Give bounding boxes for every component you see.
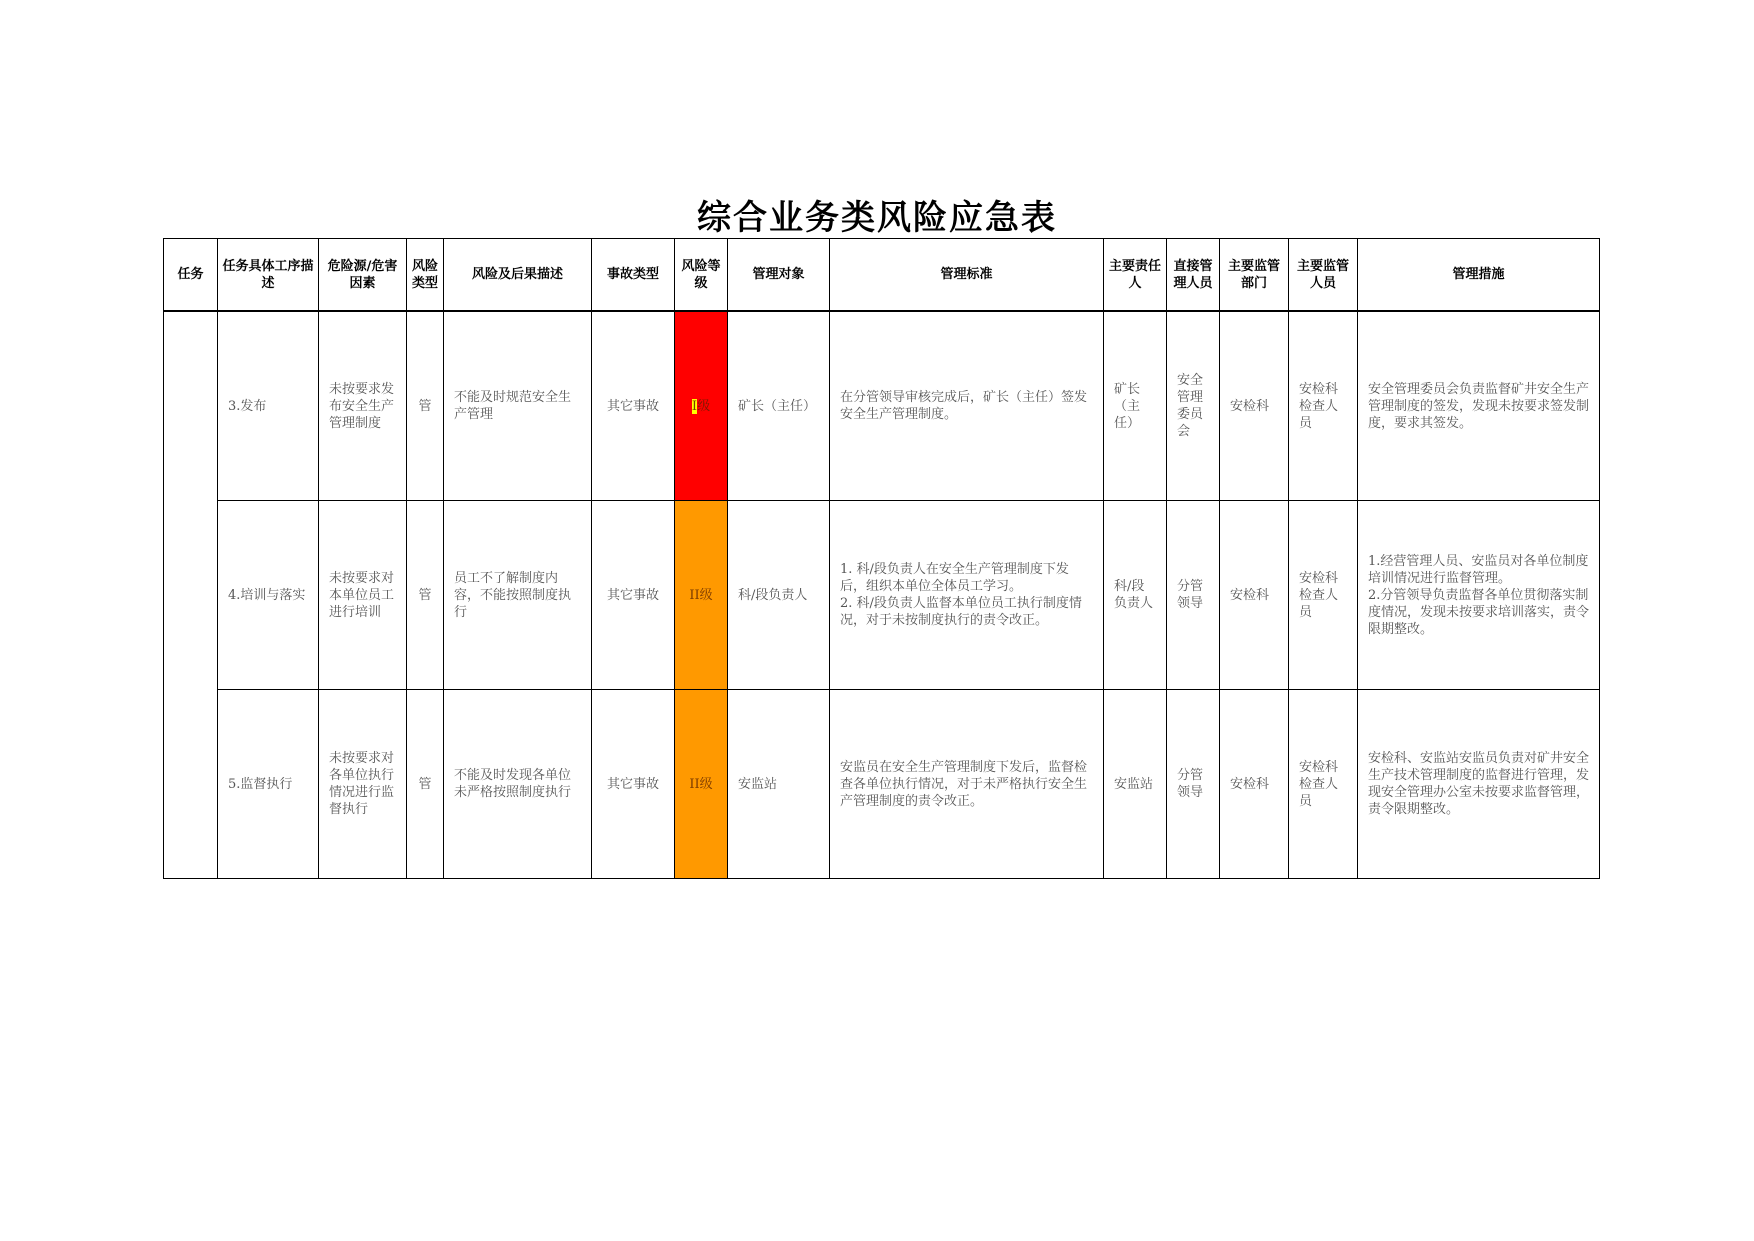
measures-line: 2.分管领导负责监督各单位贯彻落实制度情况，发现未按要求培训落实，责令限期整改。	[1368, 587, 1590, 637]
table-row	[164, 690, 1600, 879]
accident-type-cell: 其它事故	[592, 501, 675, 690]
task-cell	[164, 311, 218, 879]
table-row	[164, 311, 1600, 501]
header-main-responsible: 主要责任人	[1104, 239, 1167, 312]
risk-table	[163, 238, 1600, 879]
header-row	[164, 239, 1600, 312]
risk-type-cell: 管	[407, 501, 444, 690]
risk-level-cell: II级	[675, 690, 728, 879]
accident-type-cell: 其它事故	[592, 311, 675, 501]
header-direct-manager: 直接管理人员	[1167, 239, 1220, 312]
measures-cell: 安全管理委员会负责监督矿井安全生产管理制度的签发，发现未按要求签发制度，要求其签发。	[1358, 311, 1600, 501]
supervise-person-cell: 安检科检查人员	[1289, 311, 1358, 501]
header-risk-type: 风险类型	[407, 239, 444, 312]
main-responsible-cell: 科/段负责人	[1104, 501, 1167, 690]
risk-level-cell	[675, 311, 728, 501]
risk-type-cell: 管	[407, 690, 444, 879]
procedure-cell: 4.培训与落实	[218, 501, 319, 690]
risk-level-suffix: 级	[697, 398, 711, 414]
target-cell: 安监站	[728, 690, 830, 879]
standard-line: 1. 科/段负责人在安全生产管理制度下发后，组织本单位全体员工学习。	[840, 562, 1069, 594]
supervise-dept-cell: 安检科	[1220, 501, 1289, 690]
supervise-person-cell: 安检科检查人员	[1289, 690, 1358, 879]
header-procedure: 任务具体工序描述	[218, 239, 319, 312]
consequence-cell: 不能及时发现各单位未严格按照制度执行	[444, 690, 592, 879]
direct-manager-cell: 分管领导	[1167, 501, 1220, 690]
standard-cell	[830, 501, 1104, 690]
consequence-cell: 员工不了解制度内容，不能按照制度执行	[444, 501, 592, 690]
supervise-person-cell: 安检科检查人员	[1289, 501, 1358, 690]
target-cell: 科/段负责人	[728, 501, 830, 690]
target-cell: 矿长（主任）	[728, 311, 830, 501]
measures-line: 1.经营管理人员、安监员对各单位制度培训情况进行监督管理。	[1368, 553, 1589, 586]
table-row	[164, 501, 1600, 690]
header-standard: 管理标准	[830, 239, 1104, 312]
header-accident-type: 事故类型	[592, 239, 675, 312]
standard-cell: 安监员在安全生产管理制度下发后，监督检查各单位执行情况，对于未严格执行安全生产管理制度的责令改正。	[830, 690, 1104, 879]
header-supervise-person: 主要监管人员	[1289, 239, 1358, 312]
main-responsible-cell: 安监站	[1104, 690, 1167, 879]
direct-manager-cell: 分管领导	[1167, 690, 1220, 879]
direct-manager-cell: 安全管理委员会	[1167, 311, 1220, 501]
measures-cell	[1358, 501, 1600, 690]
main-responsible-cell: 矿长（主任）	[1104, 311, 1167, 501]
procedure-cell: 3.发布	[218, 311, 319, 501]
supervise-dept-cell: 安检科	[1220, 311, 1289, 501]
standard-cell: 在分管领导审核完成后，矿长（主任）签发安全生产管理制度。	[830, 311, 1104, 501]
accident-type-cell: 其它事故	[592, 690, 675, 879]
risk-level-mark: I	[691, 398, 698, 414]
procedure-cell: 5.监督执行	[218, 690, 319, 879]
hazard-cell: 未按要求对各单位执行情况进行监督执行	[319, 690, 407, 879]
header-task: 任务	[164, 239, 218, 312]
page-title: 综合业务类风险应急表	[697, 198, 1057, 238]
header-consequence: 风险及后果描述	[444, 239, 592, 312]
supervise-dept-cell: 安检科	[1220, 690, 1289, 879]
header-measures: 管理措施	[1358, 239, 1600, 312]
header-risk-level: 风险等级	[675, 239, 728, 312]
header-supervise-dept: 主要监管部门	[1220, 239, 1289, 312]
header-target: 管理对象	[728, 239, 830, 312]
consequence-cell: 不能及时规范安全生产管理	[444, 311, 592, 501]
hazard-cell: 未按要求发布安全生产管理制度	[319, 311, 407, 501]
measures-cell: 安检科、安监站安监员负责对矿井安全生产技术管理制度的监督进行管理，发现安全管理办公室未按要求监督管理，责令限期整改。	[1358, 690, 1600, 879]
standard-line: 2. 科/段负责人监督本单位员工执行制度情况，对于未按制度执行的责令改正。	[840, 596, 1082, 628]
header-hazard: 危险源/危害因素	[319, 239, 407, 312]
risk-level-cell: II级	[675, 501, 728, 690]
risk-type-cell: 管	[407, 311, 444, 501]
hazard-cell: 未按要求对本单位员工进行培训	[319, 501, 407, 690]
